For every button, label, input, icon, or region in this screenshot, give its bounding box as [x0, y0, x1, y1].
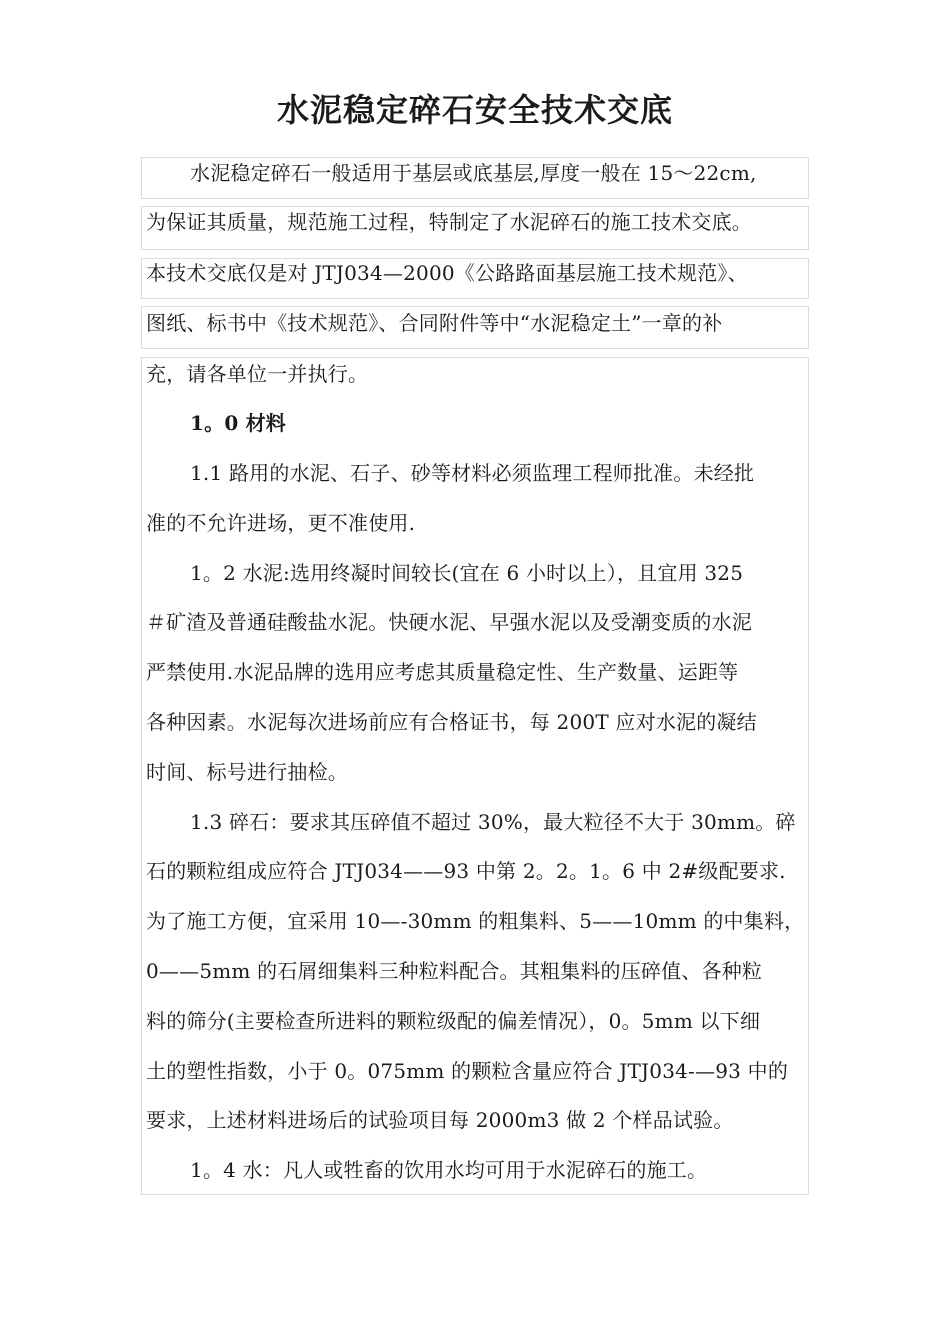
document-title: 水泥稳定碎石安全技术交底 [276, 91, 673, 129]
paragraph-line: 时间、标号进行抽检。 [146, 760, 348, 784]
paragraph-line: 1.3 碎石：要求其压碎值不超过 30%，最大粒径不大于 30mm。碎 [190, 810, 796, 834]
paragraph-line: 图纸、标书中《技术规范》、合同附件等中“水泥稳定土”一章的补 [146, 311, 723, 335]
paragraph-line: 水泥稳定碎石一般适用于基层或底基层,厚度一般在 15～22cm, [190, 161, 757, 185]
paragraph-line: 石的颗粒组成应符合 JTJ034——93 中第 2。2。1。6 中 2#级配要求. [146, 859, 786, 883]
paragraph-line: 1。4 水：凡人或牲畜的饮用水均可用于水泥碎石的施工。 [190, 1158, 708, 1182]
paragraph-line: 1.1 路用的水泥、石子、砂等材料必须监理工程师批准。未经批 [190, 461, 755, 485]
paragraph-line: 为了施工方便，宜采用 10—-30mm 的粗集料、5——10mm 的中集料， [146, 909, 805, 933]
paragraph-line: 各种因素。水泥每次进场前应有合格证书，每 200T 应对水泥的凝结 [146, 710, 757, 734]
paragraph-line: 为保证其质量，规范施工过程，特制定了水泥碎石的施工技术交底。 [146, 210, 752, 234]
paragraph-line: ＃矿渣及普通硅酸盐水泥。快硬水泥、早强水泥以及受潮变质的水泥 [146, 610, 752, 634]
paragraph-line: 本技术交底仅是对 JTJ034—2000《公路路面基层施工技术规范》、 [146, 261, 748, 285]
paragraph-line: 料的筛分(主要检查所进料的颗粒级配的偏差情况），0。5mm 以下细 [146, 1009, 761, 1033]
paragraph-line: 1。2 水泥:选用终凝时间较长(宜在 6 小时以上），且宜用 325 [190, 561, 744, 585]
paragraph-line: 土的塑性指数，小于 0。075mm 的颗粒含量应符合 JTJ034-—93 中的 [146, 1059, 789, 1083]
paragraph-line: 准的不允许进场，更不准使用. [146, 511, 416, 535]
section-heading: 1。0 材料 [190, 411, 286, 435]
paragraph-line: 充，请各单位一并执行。 [146, 362, 369, 386]
paragraph-line: 严禁使用.水泥品牌的选用应考虑其质量稳定性、生产数量、运距等 [146, 660, 739, 684]
paragraph-line: 0——5mm 的石屑细集料三种粒料配合。其粗集料的压碎值、各种粒 [146, 959, 763, 983]
paragraph-line: 要求，上述材料进场后的试验项目每 2000m3 做 2 个样品试验。 [146, 1108, 734, 1132]
